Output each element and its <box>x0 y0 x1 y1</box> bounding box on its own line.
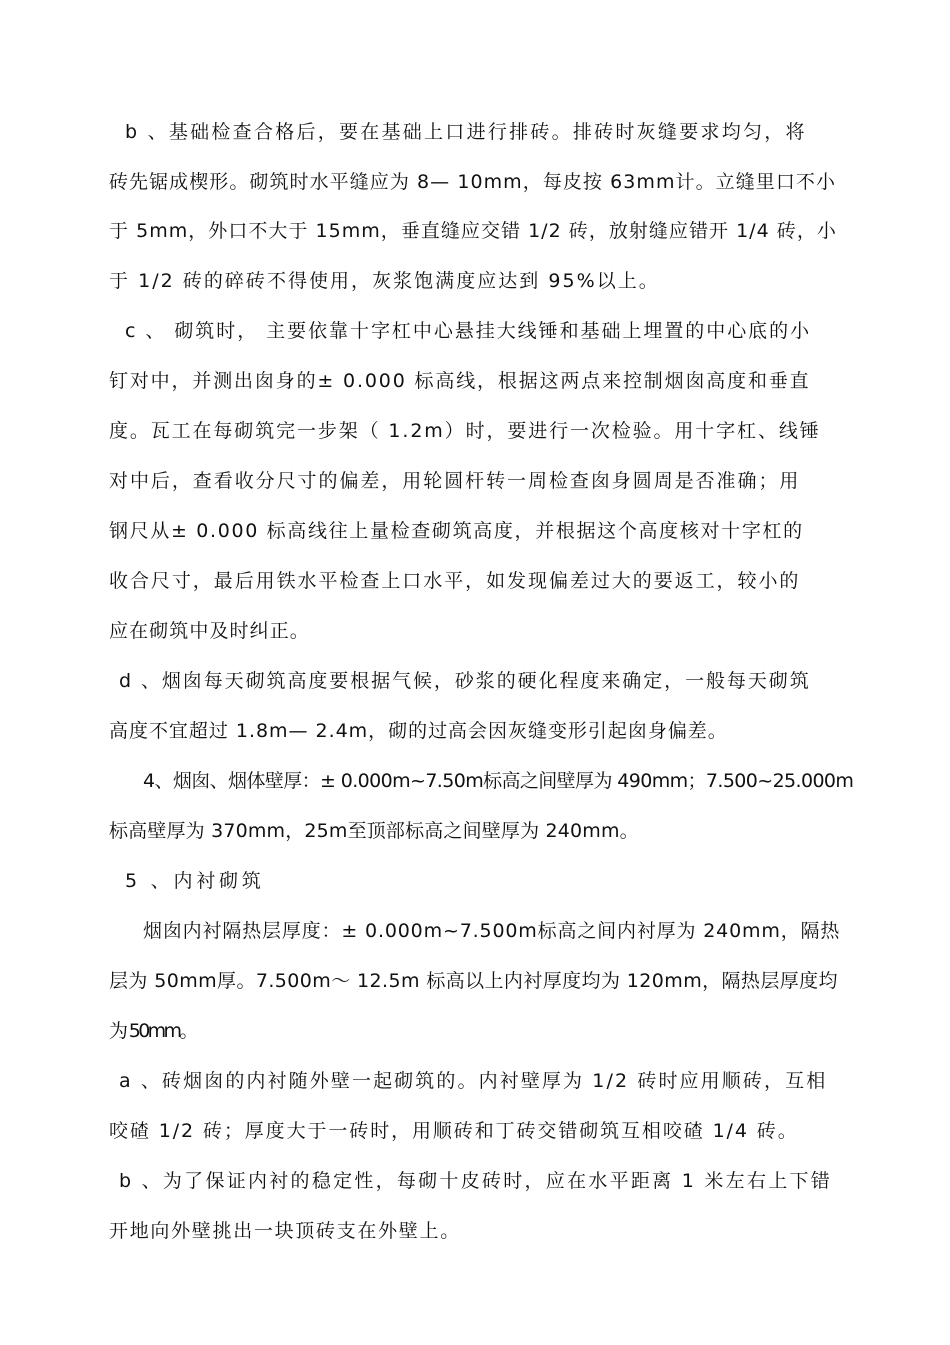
text-line-9: 钢尺从± 0.000 标高线往上量检查砌筑高度，并根据这个高度核对十字杠的 <box>109 520 804 542</box>
text-line-16: 5 、内衬砌筑 <box>125 870 265 892</box>
text-line-10: 收合尺寸，最后用铁水平检查上口水平，如发现偏差过大的要返工，较小的 <box>109 570 801 592</box>
text-line-19: 为 50mm。 <box>109 1020 196 1042</box>
text-line-3: 于 5mm，外口不大于 15mm，垂直缝应交错 1/2 砖，放射缝应错开 1/4 砖，小 <box>109 220 837 242</box>
text-line-20: a 、砖烟囱的内衬随外壁一起砌筑的。内衬壁厚为 1/2 砖时应用顺砖，互相 <box>119 1070 828 1092</box>
text-line-1: b 、基础检查合格后，要在基础上口进行排砖。排砖时灰缝要求均匀，将 <box>125 121 807 143</box>
text-line-5: c 、 砌筑时， 主要依靠十字杠中心悬挂大线锤和基础上埋置的中心底的小 <box>125 320 812 342</box>
text-line-14: 4、烟囱、烟体壁厚：± 0.000m~7.50m标高之间壁厚为 490mm；7.500~25.000m <box>143 770 854 792</box>
text-line-7: 度。瓦工在每砌筑完一步架（ 1.2m）时，要进行一次检验。用十字杠、线锤 <box>109 420 821 442</box>
text-line-6: 钉对中，并测出囱身的± 0.000 标高线，根据这两点来控制烟囱高度和垂直 <box>109 370 811 392</box>
text-line-15: 标高壁厚为 370mm，25m至顶部标高之间壁厚为 240mm。 <box>109 820 639 842</box>
text-line-22: b 、为了保证内衬的稳定性，每砌十皮砖时，应在水平距离 1 米左右上下错 <box>119 1170 833 1192</box>
text-line-8: 对中后，查看收分尺寸的偏差，用轮圆杆转一周检查囱身圆周是否准确；用 <box>109 470 801 492</box>
text-line-12: d 、烟囱每天砌筑高度要根据气候，砂浆的硬化程度来确定，一般每天砌筑 <box>119 670 811 692</box>
text-line-13: 高度不宜超过 1.8m— 2.4m，砌的过高会因灰缝变形引起囱身偏差。 <box>109 720 728 742</box>
text-line-23: 开地向外壁挑出一块顶砖支在外壁上。 <box>109 1220 461 1242</box>
text-line-2: 砖先锯成楔形。砌筑时水平缝应为 8— 10mm，每皮按 63mm计。立缝里口不小 <box>109 171 837 193</box>
text-line-4: 于 1/2 砖的碎砖不得使用，灰浆饱满度应达到 95%以上。 <box>109 270 660 292</box>
text-line-17: 烟囱内衬隔热层厚度：± 0.000m~7.500m标高之间内衬厚为 240mm，隔热 <box>143 920 841 942</box>
text-line-11: 应在砌筑中及时纠正。 <box>109 620 310 642</box>
text-line-18: 层为 50mm厚。7.500m～ 12.5m 标高以上内衬厚度均为 120mm，隔热层厚度均 <box>109 970 838 992</box>
text-line-21: 咬碴 1/2 砖；厚度大于一砖时，用顺砖和丁砖交错砌筑互相咬碴 1/4 砖。 <box>109 1120 799 1142</box>
